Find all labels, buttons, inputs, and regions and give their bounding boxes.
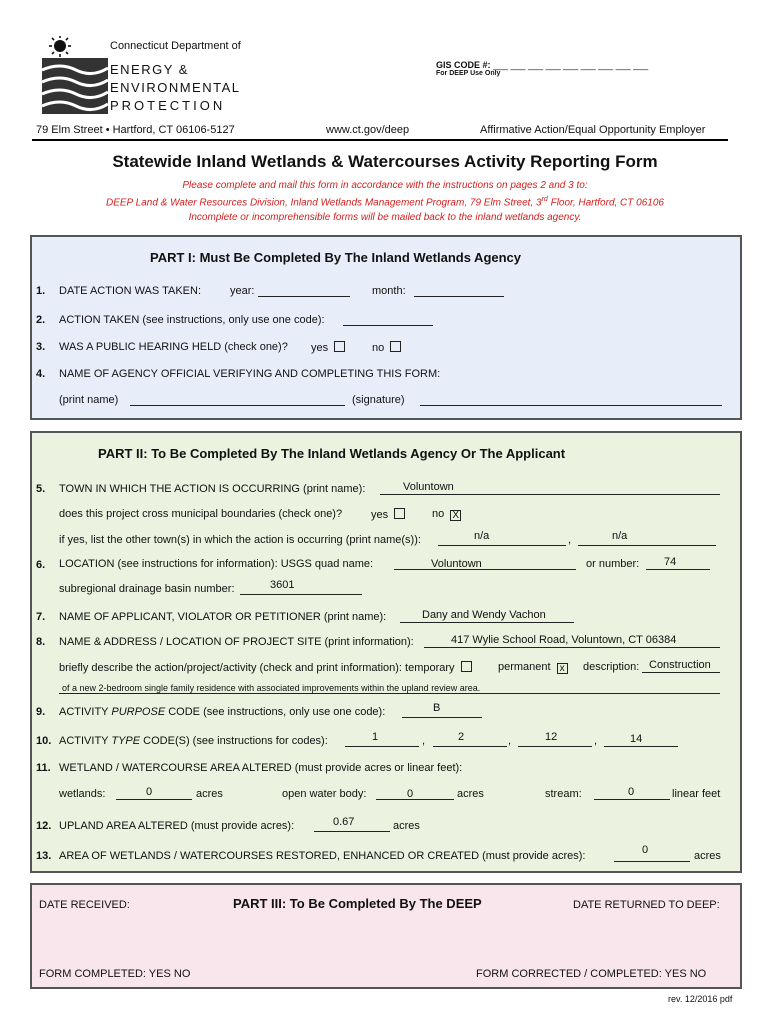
q11-open-water-value: 0 — [407, 788, 414, 800]
header-employer: Affirmative Action/Equal Opportunity Employer — [480, 124, 706, 136]
q9-label — [59, 706, 385, 718]
q13-restored-value: 0 — [642, 844, 649, 856]
q2-action-field[interactable] — [343, 314, 433, 326]
q1-label: DATE ACTION WAS TAKEN: — [59, 285, 202, 297]
q10-code1-value: 1 — [372, 731, 379, 743]
q5-yes-option — [371, 508, 405, 521]
part3-form-corrected: FORM CORRECTED / COMPLETED: YES NO — [476, 968, 707, 980]
instruction-line-1: Please complete and mail this form in accordance with the instructions on pages 2 and 3 to: — [182, 180, 588, 191]
q8-describe-label: briefly describe the action/project/activity (check and print information): temporary — [59, 662, 455, 674]
q2-label: ACTION TAKEN (see instructions, only use one code): — [59, 314, 325, 326]
q9-label-purpose: PURPOSE — [111, 706, 166, 718]
q11-wetlands-field[interactable] — [116, 788, 192, 800]
q10-label-type: TYPE — [111, 735, 141, 747]
q6-basin-label: subregional drainage basin number: — [59, 583, 235, 595]
q5-other-town1-field[interactable] — [438, 534, 566, 546]
q4-print-name-field[interactable] — [130, 394, 345, 406]
q12-acres: acres — [393, 820, 420, 832]
form-title: Statewide Inland Wetlands & Watercourses Activity Reporting Form — [112, 152, 658, 171]
q5-town-value: Voluntown — [403, 481, 454, 493]
part2-section — [30, 431, 742, 873]
q9-number: 9. — [36, 706, 46, 718]
q3-yes-checkbox[interactable] — [334, 341, 345, 352]
q13-label: AREA OF WETLANDS / WATERCOURSES RESTORED, ENHANCED OR CREATED (must provide acres): — [59, 850, 586, 862]
part3-title: PART III: To Be Completed By The DEEP — [233, 896, 482, 911]
part3-date-returned: DATE RETURNED TO DEEP: — [573, 899, 720, 911]
q12-label: UPLAND AREA ALTERED (must provide acres): — [59, 820, 295, 832]
q5-other-town2-field[interactable] — [578, 534, 716, 546]
q3-no-label: no — [372, 342, 385, 354]
q4-print-name-label: (print name) — [59, 394, 119, 406]
q10-label — [59, 735, 328, 747]
q10-label-b: CODE(S) (see instructions for codes): — [140, 735, 328, 747]
q8-number: 8. — [36, 636, 46, 648]
header-address: 79 Elm Street • Hartford, CT 06106-5127 — [36, 124, 235, 136]
q11-wetlands-value: 0 — [146, 786, 153, 798]
instruction-line-3: Incomplete or incomprehensible forms will be mailed back to the inland wetlands agency. — [188, 212, 582, 223]
q5-no-option — [432, 508, 461, 521]
q4-number: 4. — [36, 368, 46, 380]
q5-cross-label: does this project cross municipal boundaries (check one)? — [59, 508, 343, 520]
q5-comma: , — [568, 534, 572, 546]
q6-or-number-label: or number: — [586, 558, 640, 570]
q8-permanent-label: permanent — [498, 661, 551, 673]
q11-open-water-field[interactable] — [376, 788, 454, 800]
q11-label: WETLAND / WATERCOURSE AREA ALTERED (must provide acres or linear feet): — [59, 762, 463, 774]
q1-month-label: month: — [372, 285, 406, 297]
q9-label-b: CODE (see instructions, only use one code): — [165, 706, 386, 718]
q10-comma1: , — [422, 735, 426, 747]
q8-description-value: Construction — [649, 659, 711, 671]
instruction-line-2 — [0, 196, 770, 208]
q13-number: 13. — [36, 850, 52, 862]
q5-yes-label: yes — [371, 509, 389, 521]
instruction-line-2b: Floor, Hartford, CT 06106 — [547, 197, 664, 209]
q6-number-value: 74 — [664, 556, 677, 568]
for-deep-use-only: For DEEP Use Only — [436, 70, 501, 77]
dept-name-line4: PROTECTION — [110, 98, 226, 113]
q8-site-value: 417 Wylie School Road, Voluntown, CT 06384 — [451, 634, 677, 646]
q5-no-checkbox[interactable]: X — [450, 510, 461, 521]
gis-code-label — [436, 60, 648, 70]
q8-permanent-option — [498, 661, 568, 674]
q11-stream-value: 0 — [628, 786, 635, 798]
q3-no-checkbox[interactable] — [390, 341, 401, 352]
q10-code1-field[interactable] — [345, 735, 419, 747]
q1-year-label: year: — [230, 285, 255, 297]
q4-signature-field[interactable] — [420, 394, 722, 406]
q11-open-water-acres: acres — [457, 788, 484, 800]
q10-code4-value: 14 — [630, 733, 643, 745]
part3-date-received: DATE RECEIVED: — [39, 899, 130, 911]
q5-label: TOWN IN WHICH THE ACTION IS OCCURRING (print name): — [59, 483, 366, 495]
revision-note: rev. 12/2016 pdf — [668, 994, 733, 1004]
q13-acres: acres — [694, 850, 721, 862]
q7-applicant-value: Dany and Wendy Vachon — [422, 609, 546, 621]
q12-number: 12. — [36, 820, 52, 832]
dept-name-line2: ENERGY & — [110, 62, 189, 77]
q7-label: NAME OF APPLICANT, VIOLATOR OR PETITIONER (print name): — [59, 611, 387, 623]
q6-quad-value: Voluntown — [431, 558, 482, 570]
q12-upland-value: 0.67 — [333, 816, 355, 828]
q6-number: 6. — [36, 559, 46, 571]
q11-stream-label: stream: — [545, 788, 582, 800]
q2-number: 2. — [36, 314, 46, 326]
q9-purpose-field[interactable] — [402, 706, 482, 718]
dept-name-line3: ENVIRONMENTAL — [110, 80, 241, 95]
q6-basin-field[interactable] — [240, 583, 362, 595]
q10-comma2: , — [508, 735, 512, 747]
q3-yes-label: yes — [311, 342, 329, 354]
q11-wetlands-acres: acres — [196, 788, 223, 800]
q10-code3-value: 12 — [545, 731, 558, 743]
q11-linear-feet: linear feet — [672, 788, 721, 800]
q10-label-a: ACTIVITY — [59, 735, 112, 747]
q10-number: 10. — [36, 735, 52, 747]
q13-restored-field[interactable] — [614, 850, 690, 862]
deep-logo — [40, 36, 110, 114]
q1-number: 1. — [36, 285, 46, 297]
q5-no-label: no — [432, 508, 445, 520]
q9-purpose-value: B — [433, 702, 441, 714]
gis-code-text: GIS CODE #: — [436, 60, 491, 70]
q10-code2-value: 2 — [458, 731, 465, 743]
q4-signature-label: (signature) — [352, 394, 405, 406]
q1-year-field[interactable] — [258, 285, 350, 297]
q5-other-town2-value: n/a — [612, 530, 628, 542]
q3-number: 3. — [36, 341, 46, 353]
part3-form-completed: FORM COMPLETED: YES NO — [39, 968, 191, 980]
q6-number-field[interactable] — [646, 558, 710, 570]
q8-description-continued: of a new 2-bedroom single family residence with associated improvements within the upland review area. — [62, 683, 481, 693]
q6-quad-field[interactable] — [394, 558, 576, 570]
q8-description-label: description: — [583, 661, 640, 673]
q3-yes-option — [311, 341, 345, 354]
q3-label: WAS A PUBLIC HEARING HELD (check one)? — [59, 341, 288, 353]
sun-wave-logo-icon — [40, 36, 110, 114]
header-website[interactable]: www.ct.gov/deep — [326, 124, 410, 136]
q5-yes-checkbox[interactable] — [394, 508, 405, 519]
q10-comma3: , — [594, 735, 598, 747]
q8-permanent-checkbox[interactable]: x — [557, 663, 568, 674]
gis-code-blanks[interactable]: ___ ___ ___ ___ ___ ___ ___ ___ ___ — [493, 60, 649, 70]
q8-temporary-option — [59, 661, 472, 674]
part1-title: PART I: Must Be Completed By The Inland Wetlands Agency — [150, 250, 522, 265]
instruction-line-2-sup: rd — [541, 196, 548, 203]
q6-label: LOCATION (see instructions for information): USGS quad name: — [59, 558, 374, 570]
q11-wetlands-label: wetlands: — [59, 788, 106, 800]
q8-temporary-checkbox[interactable] — [461, 661, 472, 672]
dept-name-line1: Connecticut Department of — [110, 40, 241, 52]
q9-label-a: ACTIVITY — [59, 706, 112, 718]
q6-basin-value: 3601 — [270, 579, 295, 591]
instruction-line-2a: DEEP Land & Water Resources Division, Inland Wetlands Management Program, 79 Elm Street, 3 — [106, 197, 542, 209]
q7-number: 7. — [36, 611, 46, 623]
q11-number: 11. — [36, 762, 51, 774]
q8-label: NAME & ADDRESS / LOCATION OF PROJECT SITE (print information): — [59, 636, 414, 648]
part2-title: PART II: To Be Completed By The Inland Wetlands Agency Or The Applicant — [98, 446, 566, 461]
q5-other-towns-label: if yes, list the other town(s) in which the action is occurring (print name(s)): — [59, 534, 421, 546]
q10-code2-field[interactable] — [433, 735, 507, 747]
header-divider — [32, 139, 728, 141]
q1-month-field[interactable] — [414, 285, 504, 297]
q5-number: 5. — [36, 483, 46, 495]
q5-other-town1-value: n/a — [474, 530, 490, 542]
q3-no-option — [372, 341, 401, 354]
q4-label: NAME OF AGENCY OFFICIAL VERIFYING AND COMPLETING THIS FORM: — [59, 368, 441, 380]
q11-open-water-label: open water body: — [282, 788, 367, 800]
